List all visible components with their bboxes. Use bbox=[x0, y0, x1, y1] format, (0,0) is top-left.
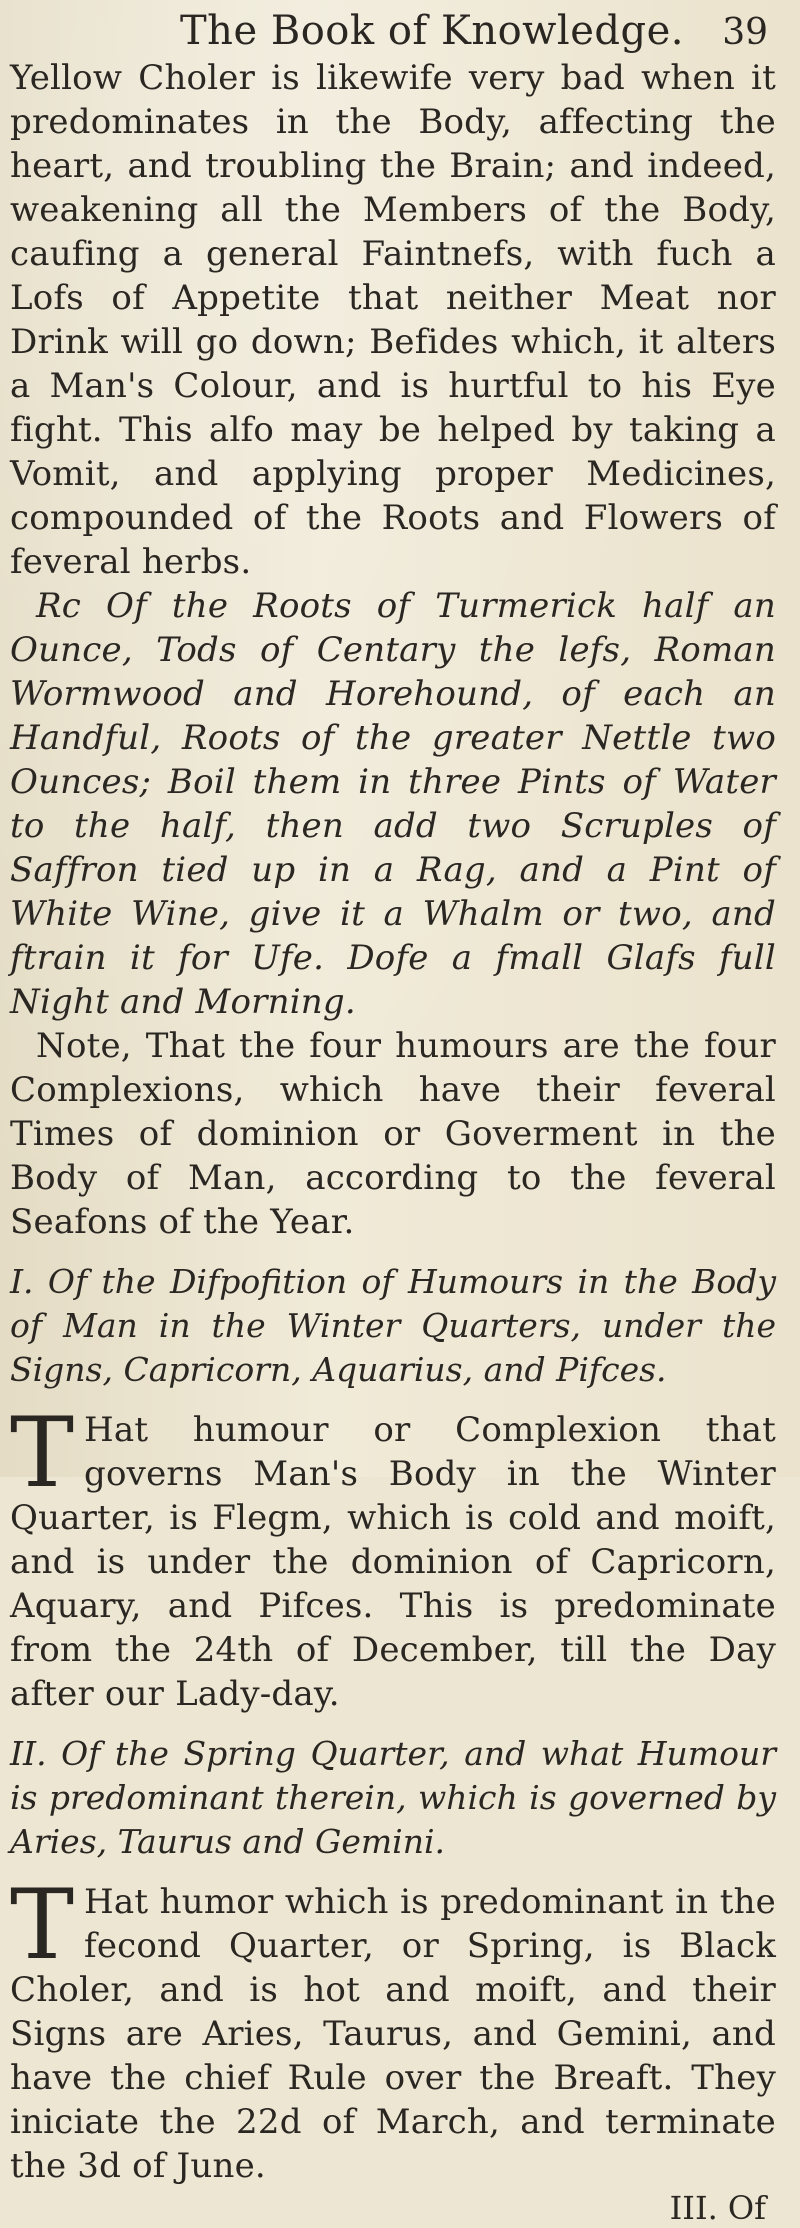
intro-paragraph: Yellow Choler is likewife very bad when it predominates in the Body, affecting the heart, and troubling the Brain; and indeed, weakening all the Members of the Body, caufing a general Faintnefs, with fuch a Lofs of Appetite that neither Meat nor Drink will go down; Befides which, it alters a Man's Colour, and is hurtful to his Eye fight. This alfo may be helped by taking a Vomit, and applying proper Medicines, compounded of the Roots and Flowers of feveral herbs. bbox=[10, 58, 776, 582]
page-header bbox=[10, 8, 776, 56]
catchword: III. Of bbox=[669, 2189, 766, 2227]
note-paragraph: Note, That the four humours are the four Complexions, which have their feveral Times of dominion or Goverment in the Body of Man, according to the feveral Seafons of the Year. bbox=[10, 1026, 776, 1242]
section-body-winter bbox=[10, 1397, 776, 1716]
section-text-winter: Hat humour or Complexion that governs Man's Body in the Winter Quarter, is Flegm, which is cold and moift, and is under the dominion of Capricorn, Aquary, and Pifces. This is predominate from the 24th of December, till the Day after our Lady-day. bbox=[10, 1410, 776, 1714]
section-heading-spring: II. Of the Spring Quarter, and what Humour is predominant therein, which is governed by Aries, Taurus and Gemini. bbox=[10, 1734, 776, 1861]
section-body-spring bbox=[10, 1869, 776, 2188]
recipe-paragraph: Rc Of the Roots of Turmerick half an Ounce, Tods of Centary the lefs, Roman Wormwood and Horehound, of each an Handful, Roots of the greater Nettle two Ounces; Boil them in three Pints of Water to the half, then add two Scruples of Saffron tied up in a Rag, and a Pint of White Wine, give it a Whalm or two, and ftrain it for Ufe. Dofe a fmall Glafs full Night and Morning. bbox=[10, 586, 776, 1022]
page-number: 39 bbox=[722, 12, 768, 53]
drop-cap: T bbox=[10, 1869, 75, 1981]
running-title: The Book of Knowledge. bbox=[180, 8, 684, 54]
section-text-spring: Hat humor which is predominant in the fecond Quarter, or Spring, is Black Choler, and is hot and moift, and their Signs are Aries, Taurus, and Gemini, and have the chief Rule over the Breaft. They iniciate the 22d of March, and terminate the 3d of June. bbox=[10, 1882, 776, 2186]
drop-cap: T bbox=[10, 1397, 75, 1509]
section-heading-winter: I. Of the Difpofition of Humours in the Body of Man in the Winter Quarters, under the Signs, Capricorn, Aquarius, and Pifces. bbox=[10, 1262, 776, 1389]
